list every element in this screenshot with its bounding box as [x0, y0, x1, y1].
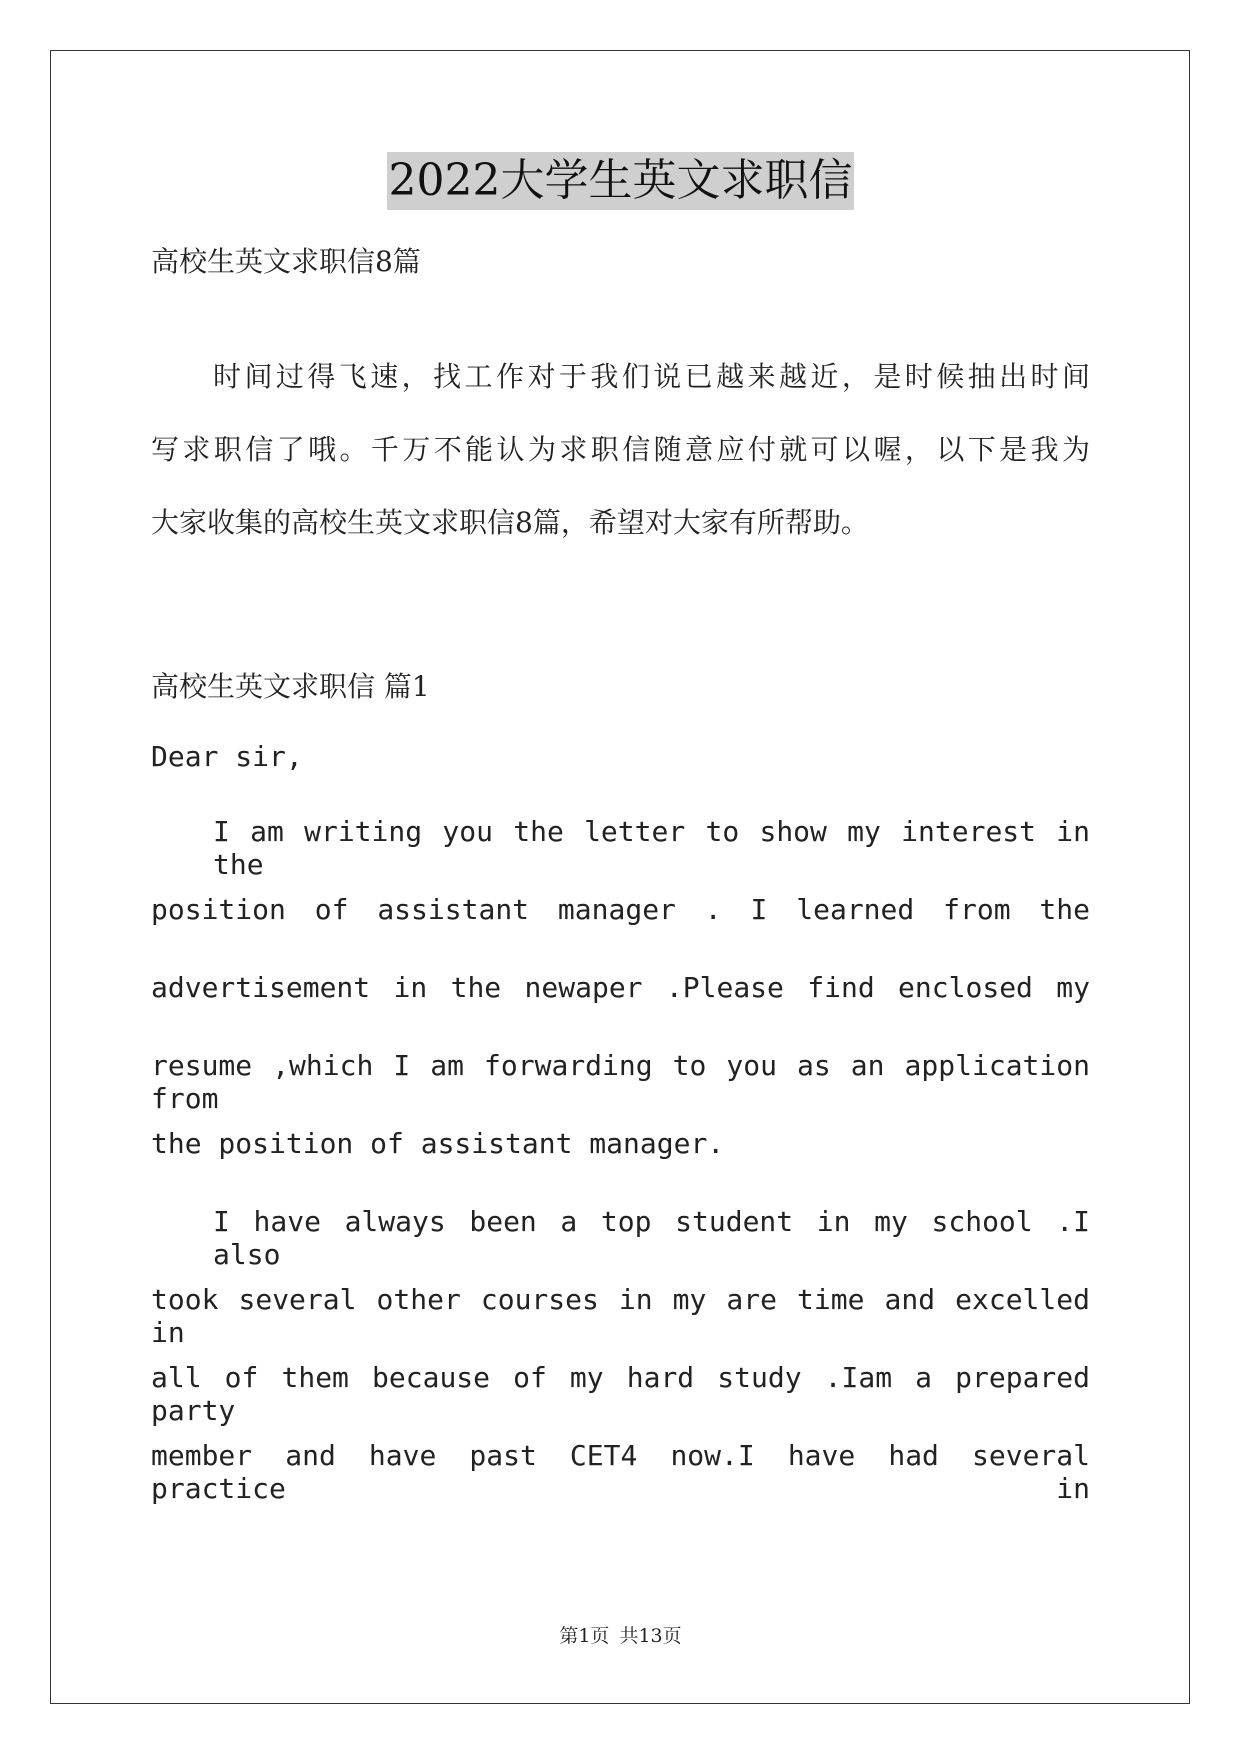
- paragraph2-line-4: member and have past CET4 now.I have had several practice in: [151, 1439, 1090, 1505]
- paragraph1-line-4: resume ,which I am forwarding to you as an application from: [151, 1049, 1090, 1115]
- intro-line-3: 大家收集的高校生英文求职信8篇，希望对大家有所帮助。: [151, 506, 869, 539]
- paragraph1-line-1: I am writing you the letter to show my interest in the: [213, 815, 1090, 881]
- paragraph1-line-3: advertisement in the newaper .Please find enclosed my: [151, 971, 1090, 1004]
- paragraph1-line-2: position of assistant manager . I learned from the: [151, 893, 1090, 926]
- page-total: 共13页: [619, 1625, 682, 1647]
- paragraph2-line-1: I have always been a top student in my school .I also: [213, 1205, 1090, 1271]
- document-title: 2022大学生英文求职信: [387, 152, 855, 210]
- paragraph2-line-3: all of them because of my hard study .Iam a prepared party: [151, 1361, 1090, 1427]
- salutation: Dear sir,: [151, 740, 303, 773]
- page-number: 第1页: [559, 1625, 610, 1647]
- intro-line-2: 写求职信了哦。千万不能认为求职信随意应付就可以喔，以下是我为: [151, 433, 1090, 466]
- section-heading: 高校生英文求职信 篇1: [151, 670, 430, 703]
- paragraph1-line-5: the position of assistant manager.: [151, 1127, 725, 1160]
- title-container: [0, 152, 1241, 210]
- paragraph2-line-2: took several other courses in my are time and excelled in: [151, 1283, 1090, 1349]
- page-footer: [0, 1621, 1241, 1648]
- document-subtitle: 高校生英文求职信8篇: [151, 245, 421, 278]
- intro-line-1: 时间过得飞速，找工作对于我们说已越来越近，是时候抽出时间: [213, 360, 1090, 393]
